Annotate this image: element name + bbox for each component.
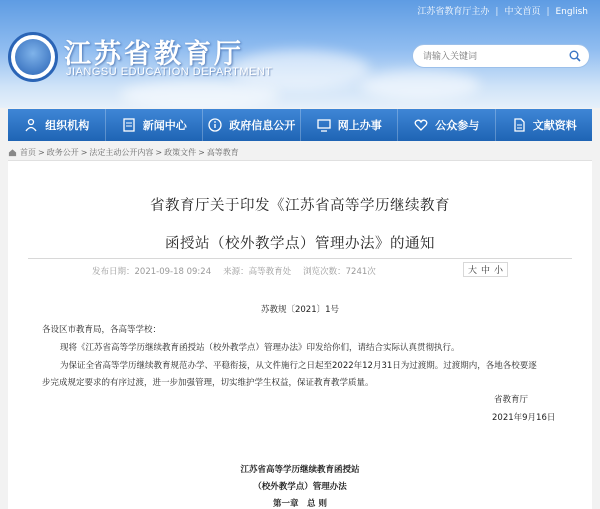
attachment-title-line1: 江苏省高等学历继续教育函授站 [240, 465, 360, 475]
site-logo[interactable] [8, 32, 58, 82]
view-count: 浏览次数：7241次 [303, 267, 376, 277]
heart-icon [413, 117, 429, 133]
breadcrumb-item[interactable]: 政务公开 [46, 148, 79, 157]
nav-label: 政府信息公开 [229, 119, 296, 132]
chapter-heading: 第一章 总 则 [273, 499, 327, 509]
chinese-home-link[interactable]: 中文首页 [504, 7, 541, 17]
breadcrumb-item[interactable]: 政策文件 [164, 148, 197, 157]
site-title[interactable]: 江苏省教育厅 [64, 39, 244, 70]
breadcrumb: 首页 > 政务公开 > 法定主动公开内容 > 政策文件 > 高等教育 [8, 147, 239, 158]
paragraph-2-line2: 步完成规定要求的有序过渡，进一步加强管理，切实维护学生权益，保证教育教学质量。 [42, 378, 374, 388]
article-source: 来源：高等教育处 [223, 267, 292, 277]
main-nav [8, 109, 592, 141]
top-links: 江苏省教育厅主办 | 中文首页 | English [417, 4, 588, 17]
breadcrumb-item[interactable]: 法定主动公开内容 [89, 148, 154, 157]
divider [28, 258, 572, 259]
cloud-decoration [360, 70, 480, 100]
monitor-icon [316, 117, 332, 133]
emblem-icon [15, 39, 51, 75]
news-icon [121, 117, 137, 133]
paragraph-1: 现将《江苏省高等学历继续教育函授站（校外教学点）管理办法》印发给你们，请结合实际认真贯彻执行。 [60, 343, 460, 353]
nav-item-public-participation[interactable] [398, 109, 496, 141]
nav-item-online-service[interactable] [301, 109, 399, 141]
search-icon[interactable] [569, 50, 581, 62]
salutation: 各设区市教育局，各高等学校： [42, 325, 162, 335]
site-subtitle: JIANGSU EDUCATION DEPARTMENT [66, 66, 273, 78]
host-text: 江苏省教育厅主办 [417, 7, 490, 17]
paragraph-2-line1: 为保证全省高等学历继续教育规范办学、平稳衔接，从文件施行之日起至2022年12月31日为过渡期。过渡期内，各地各校要逐 [60, 361, 537, 371]
nav-item-news[interactable] [106, 109, 204, 141]
search-box [412, 44, 590, 68]
font-size-small[interactable]: 小 [494, 266, 504, 276]
nav-label: 文献资料 [532, 119, 577, 132]
info-icon [207, 117, 223, 133]
nav-label: 组织机构 [45, 119, 90, 132]
nav-item-organization[interactable] [8, 109, 106, 141]
signature: 省教育厅 [494, 395, 529, 405]
group-icon [23, 117, 39, 133]
article-meta [92, 265, 376, 277]
signature-date: 2021年9月16日 [492, 413, 556, 423]
breadcrumb-item[interactable]: 高等教育 [206, 148, 239, 157]
font-size-switcher [463, 262, 508, 277]
nav-item-documents[interactable] [496, 109, 593, 141]
nav-label: 网上办事 [337, 119, 382, 132]
article-title-line1: 省教育厅关于印发《江苏省高等学历继续教育 [150, 198, 450, 214]
nav-label: 公众参与 [435, 119, 480, 132]
breadcrumb-item[interactable]: 首页 [20, 148, 36, 157]
nav-item-gov-info[interactable] [203, 109, 301, 141]
article-card [8, 160, 592, 509]
doc-number: 苏教规〔2021〕1号 [260, 305, 340, 315]
home-icon [8, 148, 17, 157]
english-link[interactable]: English [555, 7, 588, 17]
font-size-medium[interactable]: 中 [481, 266, 491, 276]
nav-label: 新闻中心 [142, 119, 187, 132]
cloud-decoration [120, 80, 280, 108]
search-input[interactable] [423, 49, 563, 65]
header-banner [0, 0, 600, 108]
attachment-title-line2: （校外教学点）管理办法 [253, 482, 347, 492]
article-title-line2: 函授站（校外教学点）管理办法》的通知 [165, 236, 435, 252]
publish-date: 发布日期：2021-09-18 09:24 [92, 267, 212, 277]
document-icon [511, 117, 527, 133]
font-size-large[interactable]: 大 [468, 266, 478, 276]
